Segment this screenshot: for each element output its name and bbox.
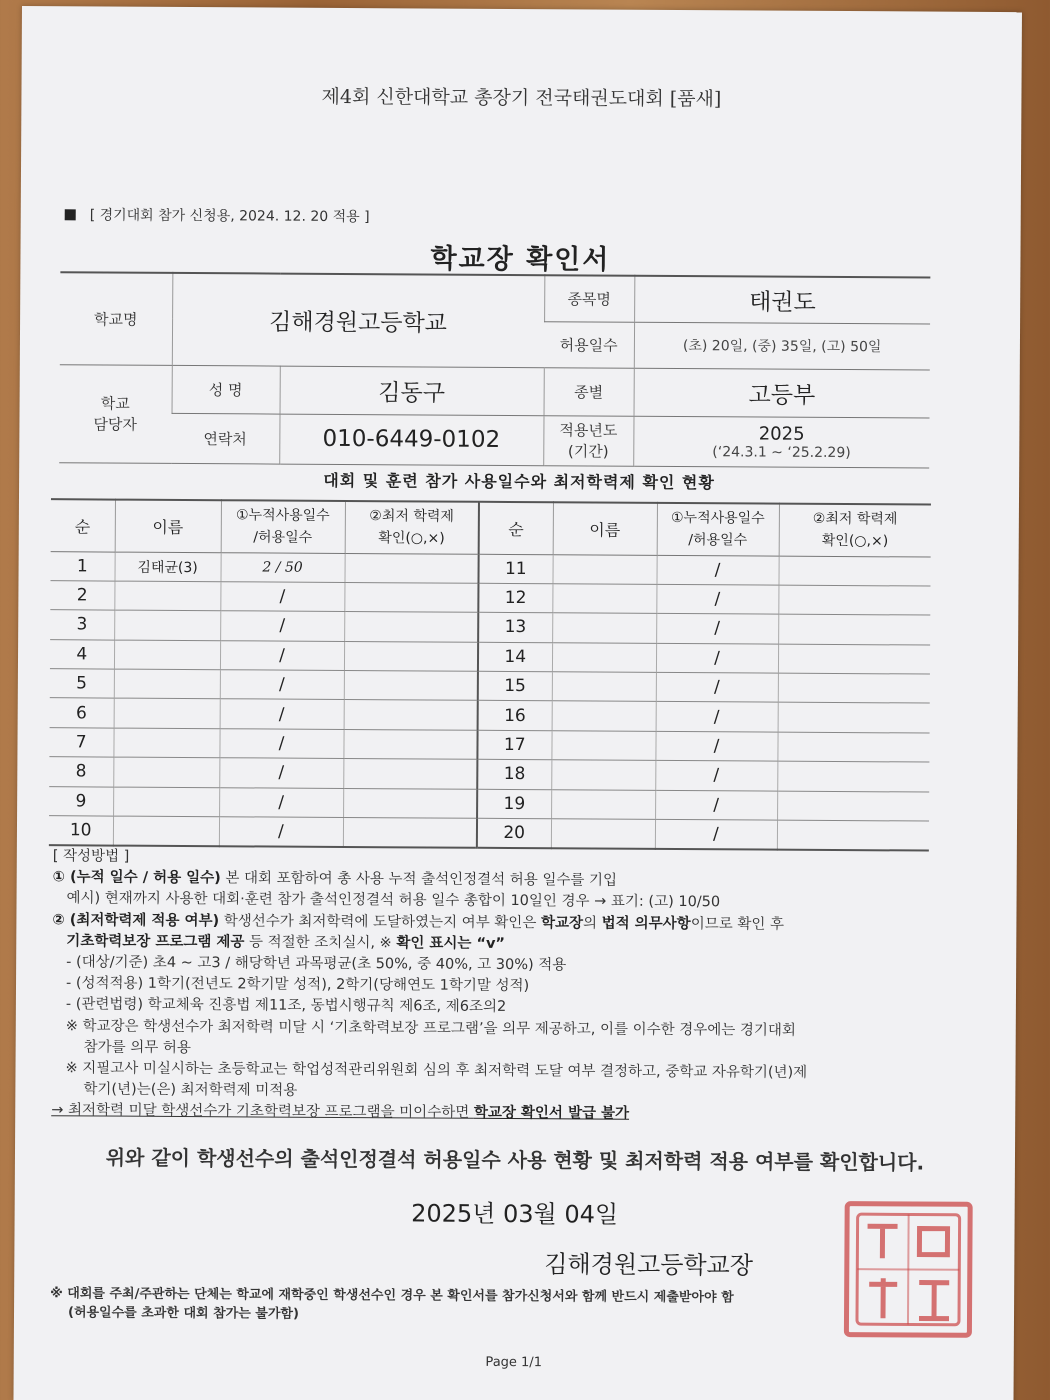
- col-name-right: 이름: [553, 502, 657, 555]
- row-name: [113, 816, 219, 846]
- row-num: 9: [49, 786, 113, 816]
- row-num: 20: [477, 818, 551, 848]
- event-label: 종목명: [544, 275, 634, 322]
- row-check: [343, 759, 477, 789]
- instruction-principal-note-2: 참가를 의무 허용: [83, 1039, 191, 1056]
- row-days: /: [219, 729, 343, 759]
- row-name: [552, 701, 656, 731]
- row-num: 6: [50, 698, 114, 728]
- instruction-2-text-c: 의: [582, 915, 602, 932]
- row-name: [114, 669, 220, 699]
- info-table: [59, 271, 930, 468]
- row-num: 3: [50, 610, 114, 640]
- row-days: /: [220, 670, 344, 700]
- instruction-exam-note-2: 학기(년)는(은) 최저학력제 미적용: [83, 1081, 298, 1099]
- instruction-grades: - (성적적용) 1학기(전년도 2학기말 성적), 2학기(당해연도 1학기말 성적): [65, 975, 530, 995]
- contact-label: 연락처: [171, 413, 279, 464]
- row-check: [778, 556, 930, 586]
- row-days: /: [655, 731, 777, 761]
- year-label-line1: 적용년도: [559, 421, 618, 440]
- year-period: (‘24.3.1 ~ ‘25.2.29): [712, 443, 851, 461]
- section-title: 대회 및 훈련 참가 사용일수와 최저학력제 확인 현황: [323, 470, 715, 493]
- row-check: [778, 614, 930, 644]
- document-page: [13, 6, 1021, 1400]
- row-check: [778, 585, 930, 615]
- row-days: /: [655, 761, 777, 791]
- row-num: 14: [478, 642, 552, 672]
- instruction-law: - (관련법령) 학교체육 진흥법 제11조, 동법시행규칙 제6조, 제6조의2: [65, 996, 507, 1016]
- instruction-arrow-result: 학교장 확인서 발급 불가: [473, 1105, 630, 1123]
- allowed-days-label: 허용일수: [544, 321, 634, 368]
- row-check: [778, 673, 930, 703]
- row-days: /: [220, 699, 344, 729]
- row-num: 11: [478, 554, 552, 584]
- row-days: 2 / 50: [220, 552, 344, 582]
- col-days-right-line1: ①누적사용일수: [670, 510, 765, 527]
- row-name: [113, 787, 219, 817]
- square-bullet-icon: [65, 209, 76, 220]
- row-name: [114, 581, 220, 611]
- year-cell: [633, 416, 929, 468]
- division-value: 고등부: [634, 368, 930, 418]
- row-check: [343, 788, 477, 818]
- row-num: 8: [49, 757, 113, 787]
- row-num: 15: [478, 671, 552, 701]
- allowed-days-value: (초) 20일, (중) 35일, (고) 50일: [634, 322, 930, 370]
- row-days: /: [219, 758, 343, 788]
- instruction-2-title: ② (최저학력제 적용 여부): [52, 911, 220, 929]
- row-check: [344, 553, 478, 583]
- school-name: 김해경원고등학교: [172, 273, 545, 367]
- event-value: 태권도: [634, 276, 930, 324]
- row-name: [552, 642, 656, 672]
- year-label-line2: (기간): [567, 442, 609, 461]
- contact-value: 010-6449-0102: [279, 414, 543, 466]
- row-name: [551, 789, 655, 819]
- row-name: 김태균(3): [114, 552, 220, 582]
- row-name: [551, 731, 655, 761]
- row-days: /: [656, 672, 778, 702]
- col-check-right-line2: 확인(○,×): [821, 533, 889, 550]
- manager-label-line1: 학교: [100, 394, 130, 413]
- apply-note-text: [ 경기대회 참가 신청용, 2024. 12. 20 적용 ]: [89, 207, 370, 226]
- col-days-right: [657, 503, 779, 556]
- col-name-left: 이름: [115, 500, 221, 553]
- document-title: 학교장 확인서: [430, 243, 611, 276]
- row-days: /: [656, 702, 778, 732]
- row-check: [778, 644, 930, 674]
- col-check-right-line1: ②최저 학력제: [812, 511, 898, 528]
- instruction-1-text: 본 대회 포함하여 총 사용 누적 출석인정결석 허용 일수를 기입: [220, 870, 618, 889]
- col-num-left: 순: [51, 499, 115, 551]
- row-check: [344, 612, 478, 642]
- row-check: [343, 817, 477, 847]
- footer-note: [50, 1284, 950, 1327]
- footer-note-line2: (허용일수를 초과한 대회 참가는 불가함): [67, 1305, 299, 1322]
- row-num: 13: [478, 613, 552, 643]
- row-check: [777, 791, 929, 821]
- instruction-target: - (대상/기준) 초4 ~ 고3 / 해당학년 과목평균(초 50%, 중 40%, 고 30%) 적용: [66, 954, 567, 974]
- row-num: 18: [477, 760, 551, 790]
- row-check: [344, 582, 478, 612]
- manager-label-line2: 담당자: [93, 415, 137, 434]
- row-days: /: [656, 555, 778, 585]
- issue-date: 2025년 03월 04일: [411, 1199, 619, 1229]
- row-check: [343, 729, 477, 759]
- row-name: [113, 728, 219, 758]
- col-check-left: [345, 501, 479, 554]
- instruction-2-text: 학생선수가 최저학력에 도달하였는지 여부 확인은: [219, 912, 542, 931]
- document-header: 제4회 신한대학교 총장기 전국태권도대회 [품새]: [321, 85, 722, 111]
- instruction-2-line2-text: 등 적절한 조치실시, ※: [244, 934, 397, 952]
- year-label: [543, 415, 633, 466]
- instruction-1-title: ① (누적 일수 / 허용 일수): [52, 869, 221, 887]
- instructions-heading: [ 작성방법 ]: [52, 848, 130, 865]
- row-name: [551, 819, 655, 849]
- row-days: /: [656, 584, 778, 614]
- school-label: 학교명: [60, 272, 173, 365]
- year-value: 2025: [758, 423, 805, 445]
- manager-name: 김동구: [280, 366, 544, 416]
- instruction-principal-note: ※ 학교장은 학생선수가 최저학력 미달 시 ‘기초학력보장 프로그램’을 의무 제공하고, 이를 이수한 경우에는 경기대회: [65, 1017, 797, 1039]
- row-num: 19: [477, 789, 551, 819]
- division-label: 종별: [544, 367, 634, 416]
- row-days: /: [220, 611, 344, 641]
- instruction-arrow-note: [51, 1101, 951, 1128]
- row-num: 7: [49, 728, 113, 758]
- row-check: [777, 761, 929, 791]
- row-name: [114, 640, 220, 670]
- col-days-right-line2: /허용일수: [688, 532, 748, 549]
- instruction-2-program: 기초학력보장 프로그램 제공: [66, 933, 245, 951]
- row-name: [552, 584, 656, 614]
- row-name: [552, 672, 656, 702]
- col-days-left-line2: /허용일수: [253, 529, 313, 547]
- row-num: 2: [50, 581, 114, 611]
- row-check: [778, 703, 930, 733]
- row-name: [113, 757, 219, 787]
- confirmation-statement: 위와 같이 학생선수의 출석인정결석 허용일수 사용 현황 및 최저학력 적용 여부를 확인합니다.: [105, 1145, 925, 1175]
- row-name: [552, 554, 656, 584]
- page-number: Page 1/1: [485, 1354, 543, 1371]
- row-name: [114, 699, 220, 729]
- row-days: /: [220, 582, 344, 612]
- apply-note: [65, 204, 370, 226]
- instruction-arrow-text: → 최저학력 미달 학생선수가 기초학력보장 프로그램을 미이수하면: [51, 1102, 474, 1122]
- row-days: /: [656, 643, 778, 673]
- row-num: 17: [477, 730, 551, 760]
- row-days: /: [219, 817, 343, 847]
- col-check-right: [779, 504, 931, 557]
- row-days: /: [220, 640, 344, 670]
- row-num: 12: [478, 583, 552, 613]
- instruction-2-mark: 확인 표시는 “v”: [396, 935, 506, 952]
- row-num: 10: [49, 816, 113, 846]
- row-days: /: [656, 614, 778, 644]
- row-num: 4: [50, 639, 114, 669]
- row-num: 16: [478, 701, 552, 731]
- col-days-left-line1: ①누적사용일수: [235, 507, 330, 525]
- row-check: [777, 820, 929, 850]
- name-label: 성 명: [172, 365, 280, 414]
- row-days: /: [655, 790, 777, 820]
- col-check-left-line2: 확인(○,×): [378, 530, 445, 547]
- col-check-left-line1: ②최저 학력제: [369, 508, 454, 525]
- principal-signature: 김해경원고등학교장: [544, 1250, 754, 1280]
- row-num: 1: [50, 551, 114, 581]
- row-name: [552, 613, 656, 643]
- instruction-2-text-e: 이므로 확인 후: [690, 915, 785, 933]
- col-num-right: 순: [479, 502, 553, 554]
- instructions: [51, 846, 953, 1127]
- row-check: [344, 641, 478, 671]
- footer-note-line1: ※ 대회를 주최/주관하는 단체는 학교에 재학중인 학생선수인 경우 본 확인서를 참가신청서와 함께 반드시 제출받아야 함: [50, 1286, 734, 1306]
- row-check: [344, 671, 478, 701]
- manager-label: [59, 364, 172, 463]
- col-days-left: [221, 500, 345, 553]
- instruction-exam-note: ※ 지필고사 미실시하는 초등학교는 학업성적관리위원회 심의 후 최저학력 도달 여부 결정하고, 중학교 자유학기(년)제: [65, 1060, 808, 1081]
- instruction-1-example: 예시) 현재까지 사용한 대회·훈련 참가 출석인정결석 허용 일수 총합이 10일인 경우 → 표기: (고) 10/50: [66, 890, 721, 911]
- row-days: /: [219, 787, 343, 817]
- table-row: [49, 816, 929, 851]
- roster-table: [49, 498, 931, 851]
- row-num: 5: [50, 669, 114, 699]
- row-name: [551, 760, 655, 790]
- row-name: [114, 610, 220, 640]
- instruction-2-principal: 학교장: [540, 914, 584, 932]
- instruction-2-duty: 법적 의무사항: [601, 915, 691, 932]
- row-check: [344, 700, 478, 730]
- row-check: [777, 732, 929, 762]
- row-days: /: [655, 819, 777, 849]
